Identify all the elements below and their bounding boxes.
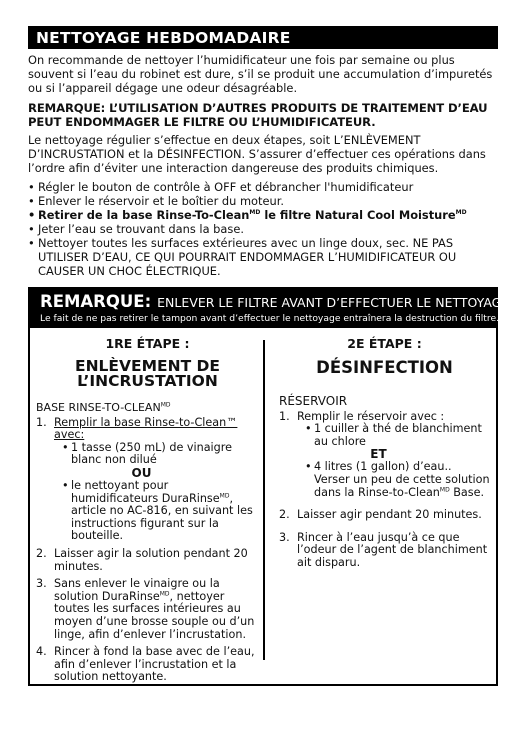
- item-number: 2.: [279, 508, 290, 522]
- item-number: 4.: [36, 645, 47, 659]
- item-text: 4 litres (1 gallon) d’eau.. Verser un peu de cette solution dans la Rinse-to-Clean: [314, 460, 490, 499]
- sub-list-item: [297, 461, 490, 499]
- sub-list-item: [54, 480, 259, 543]
- step1-column: [30, 328, 265, 684]
- trademark-mark: MD: [159, 590, 170, 598]
- item-text: Rincer à fond la base avec de l’eau, afin d’enlever l’incrustation et la solution nettoyante.: [54, 645, 255, 684]
- item-number: 3.: [36, 577, 47, 591]
- item-number: 1.: [279, 409, 290, 423]
- box-header: [30, 289, 514, 328]
- step1-title: [36, 356, 259, 390]
- item-text: le nettoyant pour humidificateurs DuraRinse: [71, 479, 220, 505]
- step1-title-line: L’INCRUSTATION: [77, 371, 218, 390]
- step1-subtitle: [36, 401, 259, 414]
- sub-list: [54, 442, 259, 467]
- list-item-text: le filtre Natural Cool Moisture: [260, 207, 456, 222]
- item-text: Rincer à l’eau jusqu’à ce que l’odeur de l’agent de blanchiment ait disparu.: [297, 530, 488, 569]
- list-item-text: Retirer de la base Rinse-To-Clean: [38, 207, 250, 222]
- trademark-mark: MD: [160, 400, 171, 408]
- list-item: • Régler le bouton de contrôle à OFF et débrancher l'humidificateur: [28, 180, 498, 194]
- and-separator: ET: [370, 447, 387, 462]
- steps-columns: [30, 328, 496, 684]
- item-text: Laisser agir pendant 20 minutes.: [297, 508, 482, 522]
- step2-column: [265, 328, 496, 668]
- trademark-mark: MD: [439, 485, 450, 493]
- list-item: [279, 532, 490, 570]
- trademark-mark: MD: [249, 208, 261, 216]
- list-item: • Nettoyer toutes les surfaces extérieures avec un linge doux, sec. NE PAS UTILISER D’EAU, CE QUI POURRAIT ENDOMMAGER L’HUMIDIFICATEUR OU CAUSER UN CHOC ÉLECTRIQUE.: [28, 236, 498, 278]
- trademark-mark: MD: [219, 491, 230, 499]
- item-number: 1.: [36, 415, 47, 429]
- step2-label: 2E ÉTAPE :: [347, 335, 422, 351]
- remark-text: ENLEVER LE FILTRE AVANT D’EFFECTUER LE NETTOYAGE.: [157, 294, 514, 310]
- list-item: [28, 208, 498, 222]
- intro-paragraph: On recommande de nettoyer l’humidificateur une fois par semaine ou plus souvent si l’eau du robinet est dure, s’il se produit une accumulation d’impuretés ou si l’appareil dégage une odeur désagréable.: [28, 53, 493, 96]
- sub-list: [54, 480, 259, 543]
- item-number: 2.: [36, 546, 47, 560]
- item-text: Laisser agir la solution pendant 20 minutes.: [54, 546, 248, 573]
- cleaning-procedure-box: [28, 287, 514, 686]
- step2-list: [279, 411, 490, 570]
- list-item: [36, 646, 259, 684]
- remark-label: REMARQUE:: [40, 291, 152, 311]
- preparation-list: [28, 180, 498, 278]
- sub-list: [297, 423, 490, 448]
- sub-list-item: • 1 tasse (250 mL) de vinaigre blanc non dilué: [54, 442, 259, 467]
- instruction-page: [28, 26, 514, 686]
- sub-list-item: • 1 cuiller à thé de blanchiment au chlore: [297, 423, 490, 448]
- step2-subtitle: RÉSERVOIR: [279, 393, 348, 408]
- trademark-mark: MD: [455, 208, 467, 216]
- list-item: [36, 578, 259, 641]
- list-item: • Enlever le réservoir et le boîtier du moteur.: [28, 194, 498, 208]
- filter-remark: [40, 291, 514, 311]
- item-lead: Remplir la base Rinse-to-Clean™ avec:: [54, 415, 238, 442]
- list-item: [279, 509, 490, 522]
- cleaning-steps-paragraph: Le nettoyage régulier s’effectue en deux étapes, soit L’ENLÈVEMENT D’INCRUSTATION et la DÉSINFECTION. S’assurer d’effectuer ces opérations dans l’ordre afin d’éviter une interaction dangereuse des produits chimiques.: [28, 133, 486, 176]
- step1-list: [36, 417, 259, 684]
- list-item: [36, 548, 259, 573]
- sub-list: [297, 461, 490, 499]
- or-separator: OU: [131, 466, 152, 480]
- list-item: • Jeter l’eau se trouvant dans la base.: [28, 222, 498, 236]
- step1-label: 1RE ÉTAPE :: [105, 335, 190, 351]
- subtitle-text: BASE RINSE-TO-CLEAN: [36, 400, 161, 414]
- list-item: [279, 411, 490, 500]
- step2-title: [279, 357, 490, 377]
- item-text: Base.: [449, 485, 485, 499]
- item-number: 3.: [279, 530, 290, 544]
- warning-remark: REMARQUE: L’UTILISATION D’AUTRES PRODUITS DE TRAITEMENT D’EAU PEUT ENDOMMAGER LE FILTRE OU L’HUMIDIFICATEUR.: [28, 100, 488, 129]
- filter-warning: Le fait de ne pas retirer le tampon avant d’effectuer le nettoyage entraînera la destruction du filtre.: [40, 312, 500, 324]
- item-text: Sans enlever le vinaigre ou la solution DuraRinse: [54, 577, 220, 603]
- step2-title-line: DÉSINFECTION: [316, 357, 453, 377]
- item-lead: Remplir le réservoir avec :: [297, 409, 445, 423]
- list-item: [36, 417, 259, 543]
- step1-title-line: ENLÈVEMENT DE: [74, 356, 221, 375]
- item-text: , nettoyer toutes les surfaces intérieures au moyen d’une brosse souple ou d’un linge, afin d’enlever l’incrustation.: [54, 589, 255, 641]
- section-title: NETTOYAGE HEBDOMADAIRE: [28, 26, 498, 49]
- item-text: , article no AC-816, en suivant les instructions figurant sur la bouteille.: [71, 491, 253, 543]
